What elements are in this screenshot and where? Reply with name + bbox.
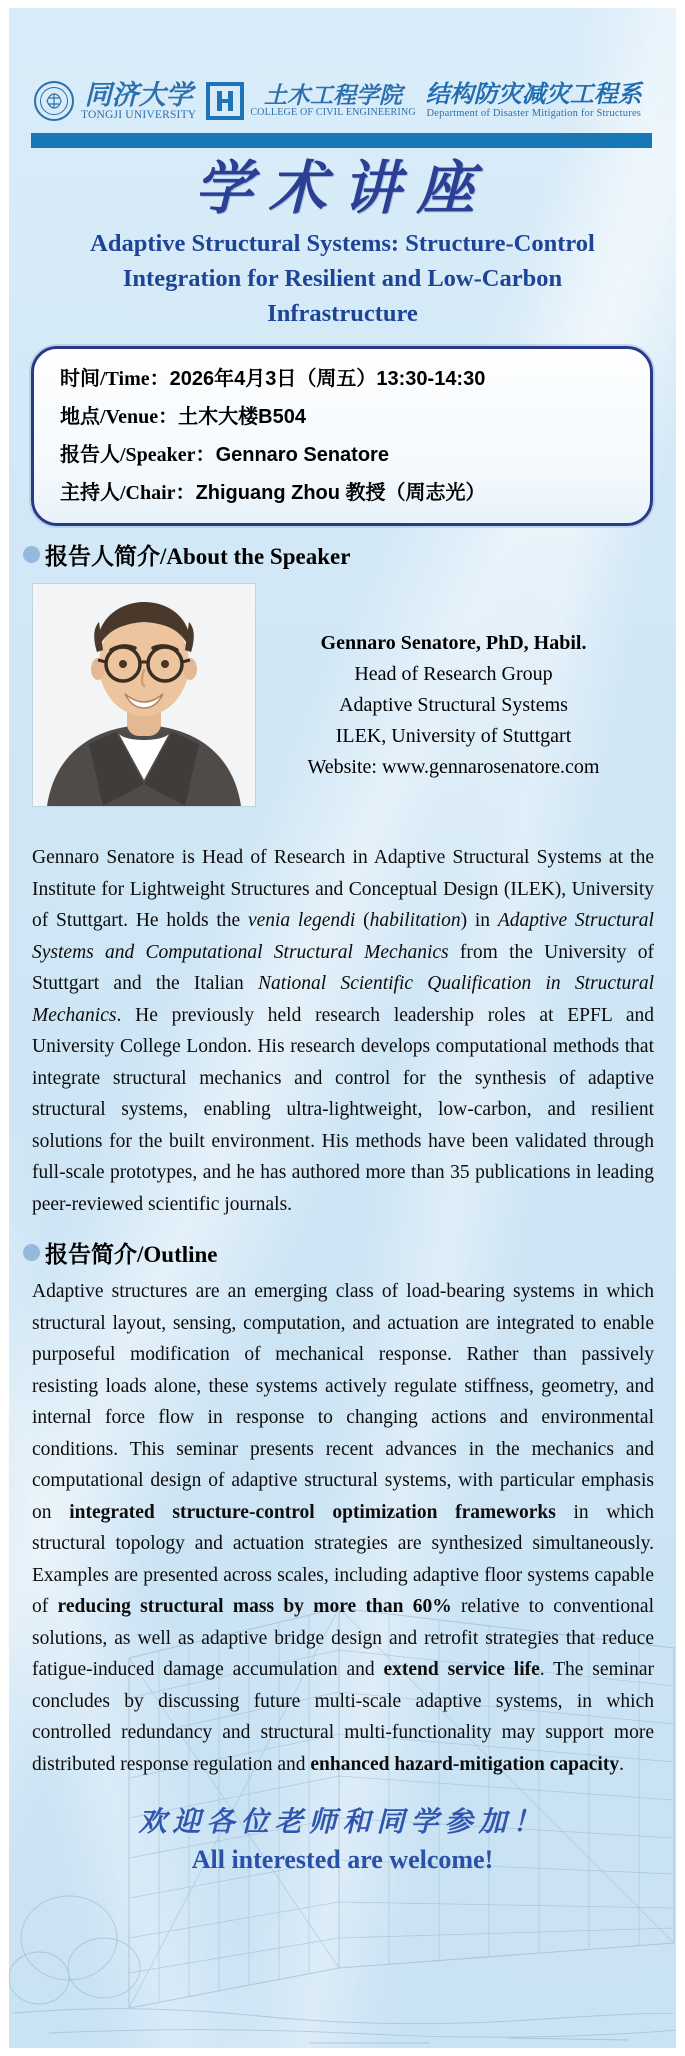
- section-heading-about: [23, 538, 676, 571]
- venue-value: 土木大楼B504: [178, 406, 306, 428]
- civil-college-brand: [206, 82, 415, 120]
- bullet-icon: [23, 546, 40, 563]
- header-divider-bar: [31, 133, 652, 148]
- department-name-en: Department of Disaster Mitigation for Structures: [426, 108, 642, 120]
- chair-label: 主持人/Chair：: [60, 482, 196, 504]
- info-row-speaker: [60, 436, 640, 474]
- bullet-icon: [23, 1244, 40, 1261]
- speaker-name: Gennaro Senatore, PhD, Habil.: [320, 632, 587, 654]
- welcome-text-en: All interested are welcome!: [191, 1845, 494, 1874]
- venue-label: 地点/Venue：: [60, 406, 179, 428]
- time-label: 时间/Time：: [60, 368, 170, 390]
- civil-college-logo-icon: [206, 82, 244, 120]
- tongji-university-brand: [33, 80, 196, 122]
- tongji-seal-icon: [33, 80, 75, 122]
- speaker-photo: [33, 584, 255, 806]
- speaker-role: Head of Research Group: [354, 663, 553, 685]
- info-row-time: [60, 360, 640, 398]
- speaker-group: Adaptive Structural Systems: [339, 694, 568, 716]
- speaker-value: Gennaro Senatore: [215, 444, 389, 466]
- section-heading-outline: [23, 1236, 676, 1269]
- about-heading-text: 报告人简介/About the Speaker: [45, 544, 351, 569]
- time-value: 2026年4月3日（周五）13:30-14:30: [169, 368, 486, 390]
- college-name-en: COLLEGE OF CIVIL ENGINEERING: [250, 106, 416, 118]
- speaker-website: Website: www.gennarosenatore.com: [307, 756, 600, 778]
- info-row-venue: [60, 398, 640, 436]
- department-name-zh: 结构防灾减灾工程系: [425, 81, 642, 108]
- college-name-zh: 土木工程学院: [264, 82, 403, 108]
- lecture-info-box: [31, 346, 653, 526]
- lecture-title-en: Adaptive Structural Systems: Structure-Control Integration for Resilient and Low-Carbon Infrastructure: [90, 230, 595, 327]
- speaker-affiliation: ILEK, University of Stuttgart: [335, 725, 572, 747]
- speaker-details: [255, 584, 652, 806]
- poster-background: [9, 8, 676, 2048]
- speaker-block: [33, 584, 652, 806]
- speaker-label: 报告人/Speaker：: [60, 444, 216, 466]
- header: [33, 80, 656, 122]
- welcome-text-zh: 欢迎各位老师和同学参加！: [138, 1807, 547, 1838]
- speaker-portrait-illustration: [33, 584, 255, 806]
- department-brand: [426, 83, 642, 119]
- university-name-zh: 同济大学: [84, 79, 193, 110]
- speaker-bio-paragraph: Gennaro Senatore is Head of Research in Adaptive Structural Systems at the Institute for Lightweight Structures and Conceptual Design (ILEK), University of Stuttgart. He holds the venia legendi (habilitation) in Adaptive Structural Systems and Computational Structural Mechanics from the University of Stuttgart and the Italian National Scientific Qualification in Structural Mechanics. He previously held research leadership roles at EPFL and University College London. His research develops computational methods that integrate structural mechanics and control for the synthesis of adaptive structural systems, enabling ultra-lightweight, low-carbon, and resilient solutions for the built environment. His methods have been validated through full-scale prototypes, and he has authored more than 35 publications in leading peer-reviewed scientific journals.: [32, 847, 655, 1215]
- outline-heading-text: 报告简介/Outline: [45, 1242, 218, 1267]
- info-row-chair: [60, 474, 640, 512]
- chair-value: Zhiguang Zhou 教授（周志光）: [195, 482, 486, 504]
- outline-paragraph: Adaptive structures are an emerging class of load-bearing systems in which structural layout, sensing, computation, and actuation are integrated to enable purposeful modification of mechanical response. Rather than passively resisting loads alone, these systems actively regulate stiffness, geometry, and internal force flow in response to changing actions and environmental conditions. This seminar presents recent advances in the mechanics and computational design of adaptive structural systems, with particular emphasis on integrated structure-control optimization frameworks in which structural topology and actuation strategies are synthesized simultaneously. Examples are presented across scales, including adaptive floor systems capable of reducing structural mass by more than 60% relative to conventional solutions, as well as adaptive bridge design and retrofit strategies that reduce fatigue-induced damage accumulation and extend service life. The seminar concludes by discussing future multi-scale adaptive systems, in which controlled redundancy and structural multi-functionality may support more distributed response regulation and enhanced hazard-mitigation capacity.: [32, 1281, 655, 1775]
- banner-title-zh: 学术讲座: [194, 156, 491, 221]
- university-name-en: TONGJI UNIVERSITY: [81, 109, 197, 122]
